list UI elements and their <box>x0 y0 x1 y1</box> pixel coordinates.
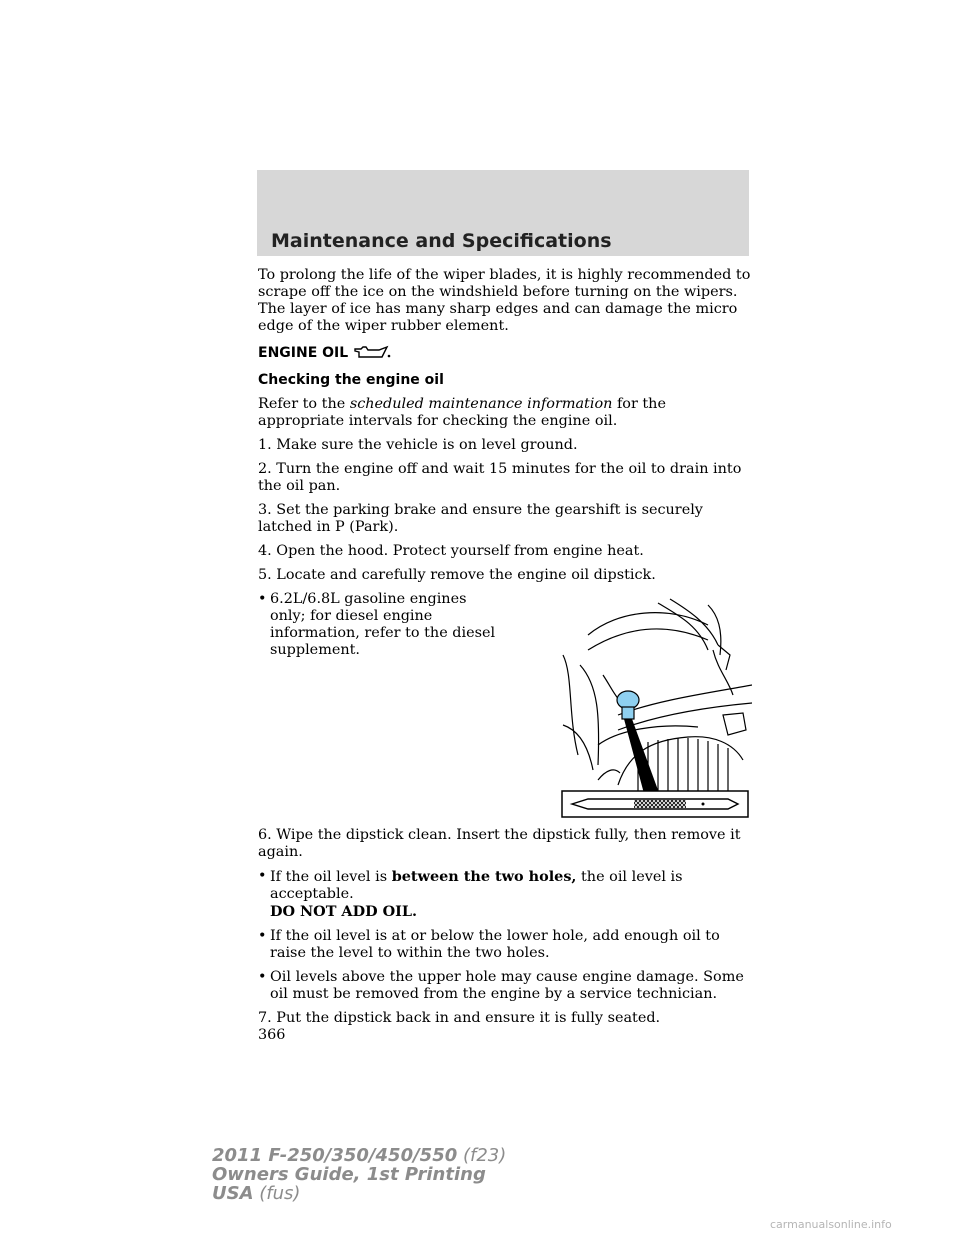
engine-bullet-text: 6.2L/6.8L gasoline engines only; for diesel engine information, refer to the diesel supplement. <box>270 591 496 658</box>
footer-region: USA <box>212 1183 254 1204</box>
b1-text-after: the oil level is acceptable. <box>270 869 683 902</box>
step-6: 6. Wipe the dipstick clean. Insert the dipstick fully, then remove it again. <box>258 827 741 860</box>
refer-text-before: Refer to the <box>258 396 350 412</box>
bullet-dot: • <box>258 928 267 944</box>
footer-region-code: (fus) <box>253 1183 301 1204</box>
step-2: 2. Turn the engine off and wait 15 minutes for the oil to drain into the oil pan. <box>258 461 742 494</box>
page-number: 366 <box>258 1027 286 1043</box>
intro-paragraph: To prolong the life of the wiper blades, it is highly recommended to scrape off the ice on the windshield before turning on the wipers. The layer of ice has many sharp edges and can damage the micro edge of the wiper rubber element. <box>258 267 751 334</box>
step-1: 1. Make sure the vehicle is on level ground. <box>258 437 578 453</box>
site-watermark: carmanualsonline.info <box>770 1218 892 1231</box>
dipstick-location-illustration <box>558 595 752 819</box>
refer-paragraph <box>258 396 752 430</box>
refer-text-after: for the appropriate intervals for checking the engine oil. <box>258 396 666 429</box>
oil-level-bullet-3 <box>258 969 752 1003</box>
engine-bullet <box>258 591 506 812</box>
engine-oil-heading: ENGINE OIL <box>258 344 349 361</box>
section-header-band <box>257 170 749 256</box>
scheduled-maintenance-reference: scheduled maintenance information <box>349 396 613 412</box>
step-7: 7. Put the dipstick back in and ensure it is fully seated. <box>258 1010 661 1026</box>
footer-model: 2011 F-250/350/450/550 <box>212 1145 458 1166</box>
b1-text-before: If the oil level is <box>270 869 392 885</box>
step-3: 3. Set the parking brake and ensure the gearshift is securely latched in P (Park). <box>258 502 703 535</box>
oil-can-icon <box>352 344 392 362</box>
bullet-dot: • <box>258 591 267 607</box>
page-content <box>258 267 752 1044</box>
oil-level-bullet-2 <box>258 928 752 962</box>
oil-level-bullet-2-text: If the oil level is at or below the lower hole, add enough oil to raise the level to within the two holes. <box>270 928 720 961</box>
footer-line-3 <box>212 1184 506 1203</box>
step-4: 4. Open the hood. Protect yourself from engine heat. <box>258 543 644 559</box>
footer-model-code: (f23) <box>457 1145 507 1166</box>
do-not-add-oil-warning: DO NOT ADD OIL. <box>270 903 417 920</box>
checking-oil-heading: Checking the engine oil <box>258 372 444 388</box>
oil-level-bullet-1 <box>258 868 752 921</box>
footer-line-2: Owners Guide, 1st Printing <box>212 1164 486 1185</box>
footer-line-1 <box>212 1146 506 1165</box>
oil-level-bullet-1-text <box>270 868 752 921</box>
bullet-dot: • <box>258 868 267 884</box>
section-title: Maintenance and Specifications <box>271 230 612 252</box>
bullet-dot: • <box>258 969 267 985</box>
engine-oil-heading-row <box>258 344 752 362</box>
dipstick-figure-row <box>258 591 752 819</box>
step-5: 5. Locate and carefully remove the engine oil dipstick. <box>258 567 656 583</box>
document-footer <box>212 1146 506 1203</box>
b1-bold-text: between the two holes, <box>391 868 577 885</box>
oil-level-bullet-3-text: Oil levels above the upper hole may cause engine damage. Some oil must be removed from the engine by a service technician. <box>270 969 744 1002</box>
